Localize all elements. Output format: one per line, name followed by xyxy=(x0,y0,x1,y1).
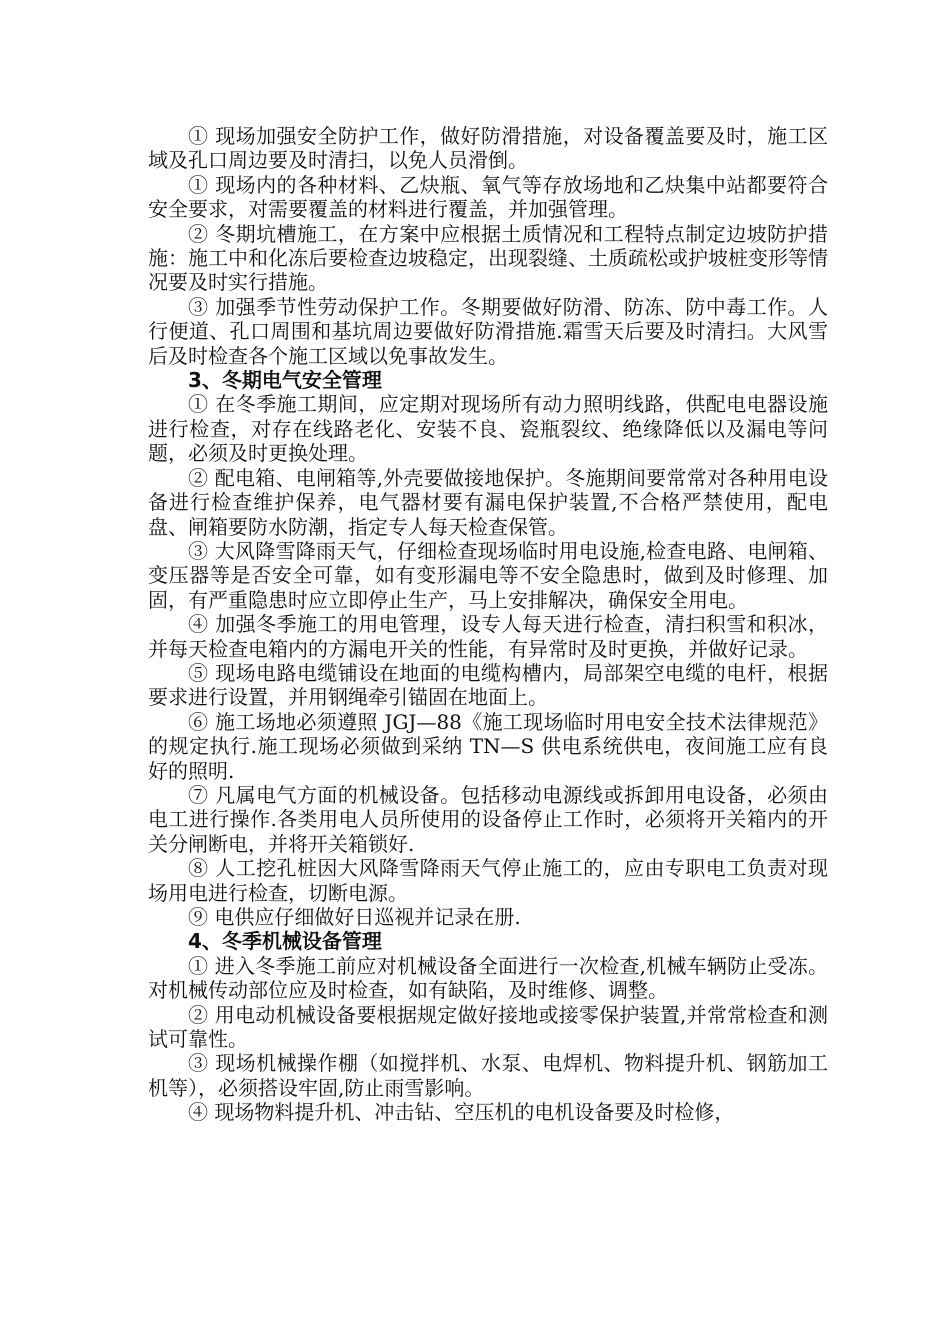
paragraph-operation-shed: ③ 现场机械操作棚（如搅拌机、水泵、电焊机、物料提升机、钢筋加工机等），必须搭设牢固,防止雨雪影响。 xyxy=(148,1051,828,1100)
paragraph-equipment-repair: ④ 现场物料提升机、冲击钻、空压机的电机设备要及时检修， xyxy=(188,1100,735,1125)
paragraph-daily-patrol: ⑨ 电供应仔细做好日巡视并记录在册. xyxy=(188,905,521,929)
paragraph-cable-laying: ⑤ 现场电路电缆铺设在地面的电缆构槽内，局部架空电缆的电杆，根据要求进行设置，并用钢绳牵引锚固在地面上。 xyxy=(148,660,828,710)
paragraph-severe-weather: ③ 大风降雪降雨天气，仔细检查现场临时用电设施,检查电路、电闸箱、变压器等是否安全可靠，如有变形漏电等不安全隐患时，做到及时修理、加固，有严重隐患时应立即停止生产，马上安排解决，确保安全用电。 xyxy=(148,538,828,612)
paragraph-standard-compliance: ⑥ 施工场地必须遵照 JGJ—88《施工现场临时用电安全技术法律规范》的规定执行.施工现场必须做到采纳 TN—S 供电系统供电，夜间施工应有良好的照明. xyxy=(148,709,828,783)
paragraph-material-storage: ① 现场内的各种材料、乙炔瓶、氧气等存放场地和乙炔集中站都要符合安全要求，对需要覆盖的材料进行覆盖，并加强管理。 xyxy=(148,172,828,222)
paragraph-labor-protection: ③ 加强季节性劳动保护工作。冬期要做好防滑、防冻、防中毒工作。人行便道、孔口周围和基坑周边要做好防滑措施.霜雪天后要及时清扫。大风雪后及时检查各个施工区域以免事故发生。 xyxy=(148,294,828,368)
paragraph-grounding: ② 用电动机械设备要根据规定做好接地或接零保护装置,并常常检查和测试可靠性。 xyxy=(148,1002,828,1052)
paragraph-machinery-inspection: ① 进入冬季施工前应对机械设备全面进行一次检查,机械车辆防止受冻。对机械传动部位应及时检查，如有缺陷，及时维修、调整。 xyxy=(148,953,828,1003)
section-heading-machinery: 4、冬季机械设备管理 xyxy=(188,929,382,954)
paragraph-electrical-inspection: ① 在冬季施工期间，应定期对现场所有动力照明线路，供配电电器设施进行检查，对存在线路老化、安装不良、瓷瓶裂纹、绝缘降低以及漏电等问题，必须及时更换处理。 xyxy=(148,392,828,466)
paragraph-pile-shutdown: ⑧ 人工挖孔桩因大风降雪降雨天气停止施工的，应由专职电工负责对现场用电进行检查，切断电源。 xyxy=(148,856,828,905)
document-body xyxy=(148,124,828,1125)
section-heading-electrical-safety: 3、冬期电气安全管理 xyxy=(188,368,382,393)
paragraph-power-management: ④ 加强冬季施工的用电管理，设专人每天进行检查，清扫积雪和积冰，并每天检查电箱内的方漏电开关的性能，有异常时及时更换，并做好记录。 xyxy=(148,612,828,661)
paragraph-distribution-box: ② 配电箱、电闸箱等,外壳要做接地保护。冬施期间要常常对各种用电设备进行检查维护保养，电气器材要有漏电保护装置,不合格严禁使用，配电盘、闸箱要防水防潮，指定专人每天检查保管。 xyxy=(148,465,828,539)
paragraph-slip-protection: ① 现场加强安全防护工作，做好防滑措施，对设备覆盖要及时，施工区域及孔口周边要及时清扫，以免人员滑倒。 xyxy=(148,124,828,173)
paragraph-trench-slope: ② 冬期坑槽施工，在方案中应根据土质情况和工程特点制定边坡防护措施：施工中和化冻后要检查边坡稳定，出现裂缝、土质疏松或护坡桩变形等情况要及时实行措施。 xyxy=(148,221,828,295)
paragraph-electrician-operation: ⑦ 凡属电气方面的机械设备。包括移动电源线或拆卸用电设备，必须由电工进行操作.各类用电人员所使用的设备停止工作时，必须将开关箱内的开关分闸断电，并将开关箱锁好. xyxy=(148,782,828,856)
